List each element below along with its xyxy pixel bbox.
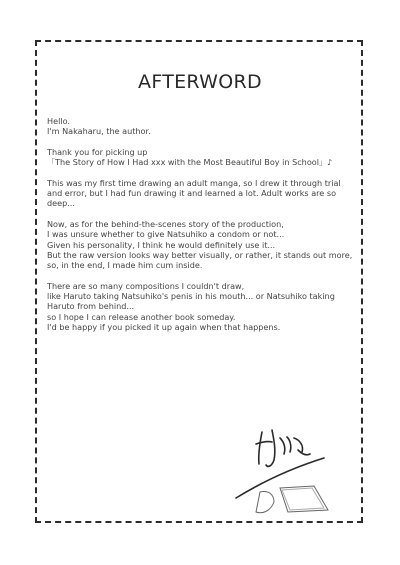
page-title: AFTERWORD [138,70,262,93]
text-line: I was unsure whether to give Natsuhiko a condom or not... [47,229,285,240]
author-signature-drawing [232,420,342,520]
text-line: There are so many compositions I couldn't draw, [47,280,245,291]
paragraph-compositions [47,281,357,332]
text-line: so, in the end, I made him cum inside. [47,260,203,271]
text-line: Hello. [47,116,70,126]
text-line: Thank you for picking up [47,146,148,157]
text-line: This was my first time drawing an adult manga, so I drew it through trial and error, but I had fun drawing it and learned a lot. Adult works are so deep... [47,177,341,209]
afterword-body [47,116,357,343]
text-line: I'd be happy if you picked it up again when that happens. [47,321,281,332]
paragraph-behind-the-scenes [47,219,357,270]
paragraph-first-time [47,178,357,209]
text-line: like Haruto taking Natsuhiko's penis in his mouth... or Natsuhiko taking Haruto from behind... [47,291,335,312]
text-line: so I hope I can release another book someday. [47,311,236,322]
text-line: Given his personality, I think he would definitely use it... [47,239,276,250]
text-line: Now, as for the behind-the-scenes story of the production, [47,218,284,229]
text-line: I'm Nakaharu, the author. [47,126,151,137]
text-line: 「The Story of How I Had xxx with the Most Beautiful Boy in School」♪ [47,157,333,168]
signature-sketch [256,486,328,513]
text-line: But the raw version looks way better visually, or rather, it stands out more, [47,249,353,260]
paragraph-greeting [47,116,357,137]
paragraph-thanks [47,147,357,168]
